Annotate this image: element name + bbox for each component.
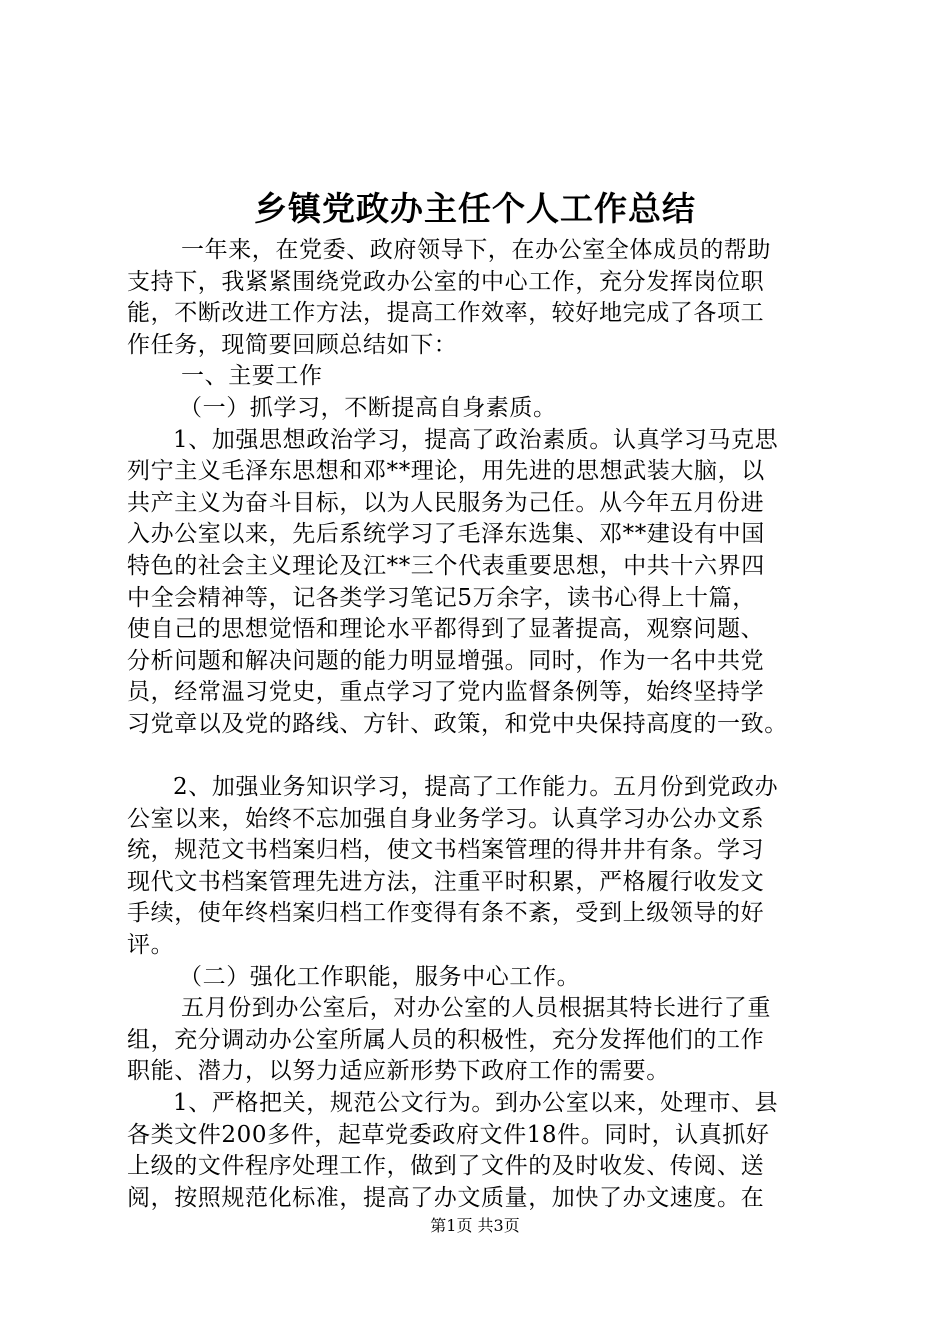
text-line: 员，经常温习党史，重点学习了党内监督条例等，始终坚持学 [127, 679, 765, 706]
text-line: 评。 [127, 932, 175, 959]
text-line: 中全会精神等，记各类学习笔记5万余字，读书心得上十篇， [127, 584, 756, 611]
text-line: 一年来，在党委、政府领导下，在办公室全体成员的帮助 [181, 237, 771, 263]
text-line: 阅，按照规范化标准，提高了办文质量，加快了办文速度。在 [127, 1184, 765, 1211]
subsection-heading: （一）抓学习，不断提高自身素质。 [179, 394, 557, 421]
blank-line [127, 741, 847, 773]
text-line: 公室以来，始终不忘加强自身业务学习。认真学习办公办文系 [127, 805, 765, 832]
text-line: 职能、潜力，以努力适应新形势下政府工作的需要。 [127, 1058, 670, 1085]
text-line: 各类文件200多件，起草党委政府文件18件。同时，认真抓好 [127, 1121, 770, 1148]
text-line: 统，规范文书档案归档，使文书档案管理的得井井有条。学习 [127, 837, 765, 864]
text-line: 支持下，我紧紧围绕党政办公室的中心工作，充分发挥岗位职 [127, 268, 765, 295]
page-footer: 第1页 共3页 [430, 1216, 520, 1235]
text-line: 手续，使年终档案归档工作变得有条不紊，受到上级领导的好 [127, 900, 765, 927]
text-line: 能，不断改进工作方法，提高工作效率，较好地完成了各项工 [127, 300, 765, 327]
text-line: 作任务，现简要回顾总结如下： [127, 331, 458, 358]
text-line: 上级的文件程序处理工作，做到了文件的及时收发、传阅、送 [127, 1153, 765, 1180]
section-heading: 一、主要工作 [181, 363, 323, 390]
text-line: 共产主义为奋斗目标，以为人民服务为己任。从今年五月份进 [127, 489, 765, 516]
text-line: 习党章以及党的路线、方针、政策，和党中央保持高度的一致。 [127, 710, 788, 737]
text-line: 分析问题和解决问题的能力明显增强。同时，作为一名中共党 [127, 647, 765, 674]
text-line: 五月份到办公室后，对办公室的人员根据其特长进行了重 [181, 995, 771, 1022]
text-line: 1、严格把关，规范公文行为。到办公室以来，处理市、县 [173, 1090, 779, 1117]
text-line: 组，充分调动办公室所属人员的积极性，充分发挥他们的工作 [127, 1026, 765, 1053]
text-line: 使自己的思想觉悟和理论水平都得到了显著提高，观察问题、 [127, 616, 765, 643]
document-body [127, 235, 847, 1214]
text-line: 现代文书档案管理先进方法，注重平时积累，严格履行收发文 [127, 868, 765, 895]
subsection-heading: （二）强化工作职能，服务中心工作。 [179, 963, 581, 990]
document-title: 乡镇党政办主任个人工作总结 [254, 189, 696, 228]
text-line: 特色的社会主义理论及江**三个代表重要思想，中共十六界四 [127, 552, 765, 579]
text-line: 入办公室以来，先后系统学习了毛泽东选集、邓**建设有中国 [127, 521, 765, 548]
text-line: 1、加强思想政治学习，提高了政治素质。认真学习马克思 [173, 426, 779, 453]
text-line: 2、加强业务知识学习，提高了工作能力。五月份到党政办 [173, 774, 779, 801]
text-line: 列宁主义毛泽东思想和邓**理论，用先进的思想武装大脑，以 [127, 458, 765, 485]
